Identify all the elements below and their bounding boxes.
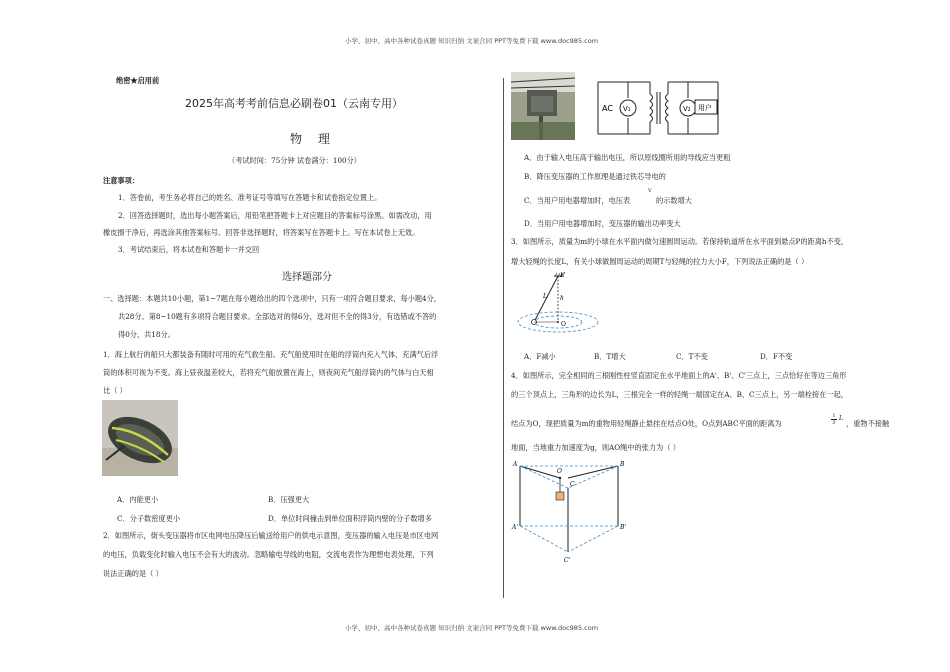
section-intro-line: 共28分。第8~10题有多项符合题目要求。全部选对的得6分，选对但不全的得3分，有选错或不答的: [118, 312, 437, 321]
page-header: 小学、初中、高中各种试卷真题 知识归纳 文案合同 PPT等免费下载 www.doc985.com: [345, 37, 599, 45]
secret-label: 绝密★启用前: [116, 76, 160, 85]
pivot-label-p: P: [560, 272, 565, 279]
column-divider: [503, 78, 504, 598]
ac-source-label: AC: [602, 104, 613, 113]
notice-item: 3．考试结束后，将本试卷和答题卡一并交回: [118, 245, 260, 254]
q4-stem-part2: ，重物不接触: [846, 419, 890, 428]
q1-stem: 比（ ）: [103, 386, 127, 395]
fraction-numerator: 1: [832, 413, 836, 419]
q2-option-c-meter-symbol: V: [648, 188, 652, 194]
notice-item: 2．回答选择题时，选出每小题答案后，用铅笔把答题卡上对应题目的答案标号涂黑。如需改动，用: [118, 211, 432, 220]
point-label-o: O: [557, 468, 562, 475]
three-pillars-figure: [510, 456, 628, 568]
transformer-photo: [511, 72, 575, 140]
q3-option-b: B．T增大: [594, 352, 626, 361]
q1-option-d: D．单位时间撞击到单位面积浮筒内壁的分子数增多: [268, 514, 432, 523]
center-label-o: O: [561, 321, 566, 328]
fraction-denominator: 3: [832, 420, 836, 426]
q3-option-c: C．T不变: [676, 352, 708, 361]
q3-option-d: D．F不变: [760, 352, 793, 361]
transformer-circuit-diagram: [594, 76, 722, 140]
page-footer: 小学、初中、高中各种试卷真题 知识归纳 文案合同 PPT等免费下载 www.doc985.com: [345, 624, 599, 632]
notice-heading: 注意事项：: [103, 176, 139, 185]
q4-stem: 的三个顶点上，三角形的边长为L，三根完全一样的轻绳一端固定在A、B、C三点上，另一端栓接在一起，: [511, 390, 848, 399]
q1-option-a: A．内能更小: [117, 495, 159, 504]
height-label-h: h: [560, 295, 564, 302]
conical-pendulum-figure: [510, 272, 600, 336]
q2-option-b: B．降压变压器的工作原理是通过铁芯导电的: [524, 172, 666, 181]
user-load-label: 用户: [698, 104, 712, 112]
q2-stem: 2．如图所示，街头变压器将市区电网电压降压后输送给用户的供电示意图，变压器的输入电压是市区电网: [103, 531, 439, 540]
q2-option-c-part1: C．当用户用电器增加时，电压表: [524, 196, 631, 205]
q1-stem: 1．海上航行的船只大都装备有随时可用的充气救生船。充气船使用时在船的浮筒内充入气体，充满气后浮: [103, 350, 439, 359]
notice-item: 1．答卷前，考生务必将自己的姓名、准考证号等填写在答题卡和试卷指定位置上。: [118, 193, 382, 202]
q3-stem: 3．如图所示，质量为m的小球在水平面内做匀速圆周运动。若保持轨道所在水平面到悬点P的距离h不变，: [511, 237, 849, 246]
exam-info: （考试时间：75分钟 试卷满分：100分）: [228, 156, 361, 165]
fraction-variable: L: [839, 415, 843, 422]
paper-title: 2025年高考考前信息必刷卷01（云南专用）: [185, 97, 403, 110]
voltmeter-v2-label: V₂: [683, 105, 691, 113]
voltmeter-v1-label: V₁: [623, 105, 631, 113]
section-intro-line: 一、选择题：本题共10小题，第1~7题在每小题给出的四个选项中，只有一项符合题目要求，每小题4分，: [103, 294, 441, 303]
q2-option-a: A．由于输入电压高于输出电压，所以原线圈所用的导线应当更粗: [524, 153, 731, 162]
q4-stem: 4．如图所示，完全相同的三根刚性柱竖直固定在水平地面上的A'、B'、C'三点上，三点恰好在等边三角形: [511, 371, 847, 380]
q4-distance-fraction: [831, 413, 837, 426]
q1-option-c: C．分子数密度更小: [117, 514, 181, 523]
q4-stem: 地面，当地重力加速度为g，则AO绳中的张力为（ ）: [511, 443, 680, 452]
inflatable-boat-photo: [102, 400, 178, 476]
q3-option-a: A．F减小: [524, 352, 556, 361]
q2-stem: 的电压，负载变化时输入电压不会有大的波动。忽略输电导线的电阻，交流电表作为理想电表处理，下列: [103, 550, 434, 559]
q3-stem: 增大轻绳的长度L，有关小球做圆周运动的周期T与轻绳的拉力大小F，下列说法正确的是（ ）: [511, 257, 809, 266]
section-intro-line: 得0分，共18分。: [118, 330, 175, 339]
point-label-b-prime: B': [620, 524, 627, 531]
point-label-a-prime: A': [512, 524, 518, 531]
q2-option-c-part2: 的示数增大: [656, 196, 692, 205]
q1-option-b: B．压强更大: [268, 495, 310, 504]
point-label-a: A: [513, 461, 518, 468]
point-label-c: C: [570, 481, 575, 488]
q4-stem-part1: 结点为O，现把质量为m的重物用轻绳静止悬挂在结点O处，O点到ABC平面的距离为: [511, 419, 782, 428]
q2-stem: 说法正确的是（ ）: [103, 569, 163, 578]
section-title: 选择题部分: [282, 272, 332, 283]
notice-item: 橡皮擦干净后，再选涂其他答案标号。回答非选择题时，将答案写在答题卡上。写在本试卷上无效。: [103, 228, 420, 237]
point-label-c-prime: C': [564, 557, 571, 564]
point-label-b: B: [620, 461, 625, 468]
subject-title: 物 理: [290, 132, 336, 146]
q1-stem: 筒的体积可视为不变。海上昼夜温差较大，若将充气船放置在海上，则夜间充气船浮筒内的气体与白天相: [103, 368, 434, 377]
length-label-l: L: [543, 293, 547, 300]
q2-option-d: D．当用户用电器增加时，变压器的输出功率变大: [524, 219, 681, 228]
